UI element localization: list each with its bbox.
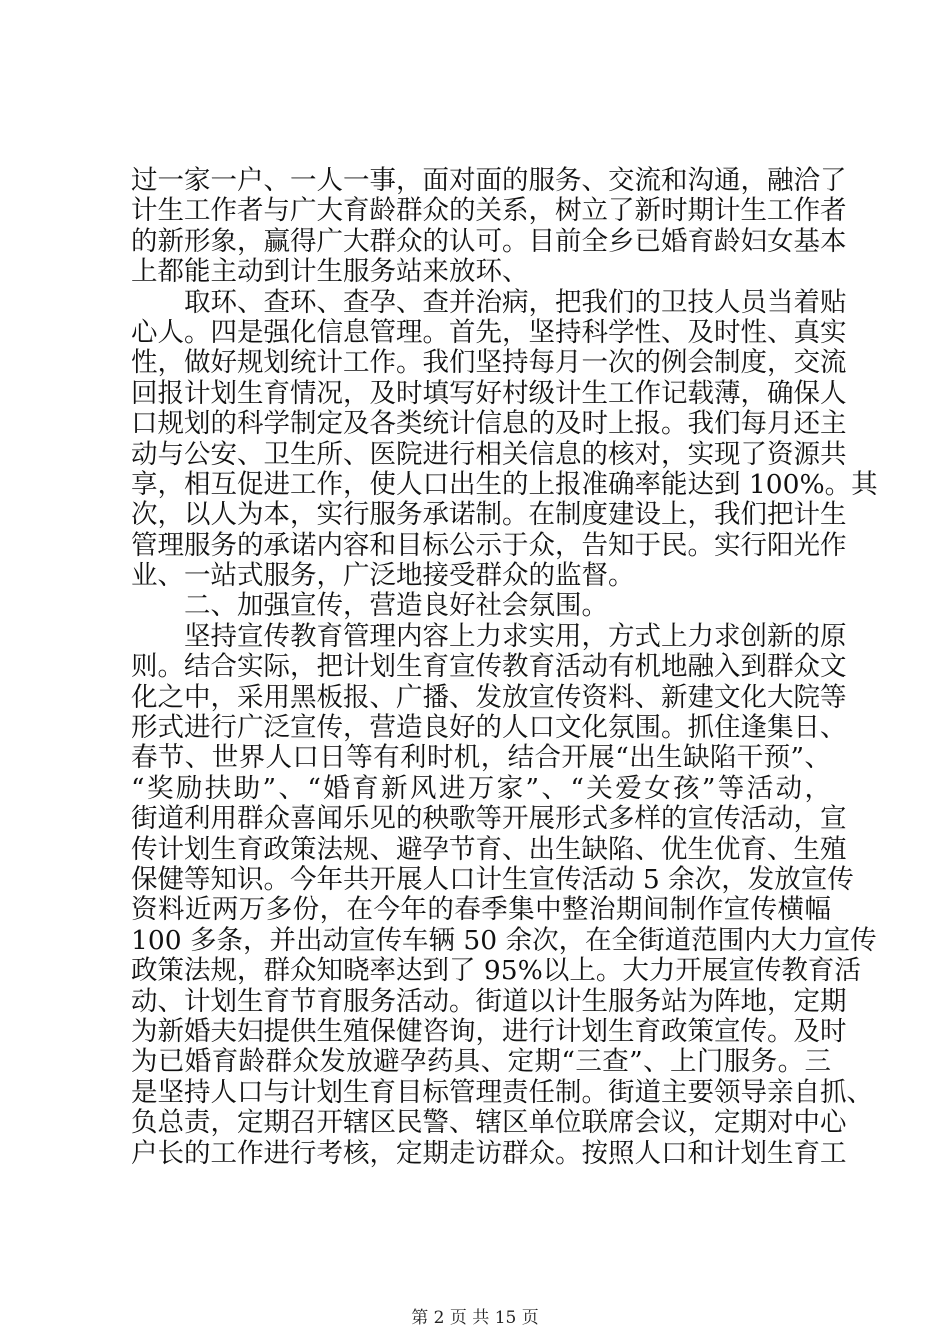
text-line: 户长的工作进行考核，定期走访群众。按照人口和计划生育工 xyxy=(131,1137,847,1169)
text-line: 心人。四是强化信息管理。首先，坚持科学性、及时性、真实 xyxy=(131,316,847,348)
text-line: “奖励扶助”、“婚育新风进万家”、“关爱女孩”等活动， xyxy=(131,772,831,804)
text-line: 政策法规，群众知晓率达到了 95%以上。大力开展宣传教育活 xyxy=(131,955,861,987)
text-line: 100 多条，并出动宣传车辆 50 余次，在全街道范围内大力宣传 xyxy=(131,924,877,956)
body-text xyxy=(131,165,878,1169)
text-line: 二、加强宣传，营造良好社会氛围。 xyxy=(131,590,608,622)
text-line: 街道利用群众喜闻乐见的秧歌等开展形式多样的宣传活动，宣 xyxy=(131,803,847,835)
text-line: 性，做好规划统计工作。我们坚持每月一次的例会制度，交流 xyxy=(131,347,847,379)
text-line: 资料近两万多份，在今年的春季集中整治期间制作宣传横幅 xyxy=(131,894,831,926)
text-line: 动、计划生育节育服务活动。街道以计生服务站为阵地，定期 xyxy=(131,985,847,1017)
text-line: 形式进行广泛宣传，营造良好的人口文化氛围。抓住逢集日、 xyxy=(131,712,847,744)
page-footer: 第 2 页 共 15 页 xyxy=(411,1308,539,1328)
text-line: 动与公安、卫生所、医院进行相关信息的核对，实现了资源共 xyxy=(131,438,847,470)
text-line: 是坚持人口与计划生育目标管理责任制。街道主要领导亲自抓、 xyxy=(131,1076,873,1108)
text-line: 享，相互促进工作，使人口出生的上报准确率能达到 100%。其 xyxy=(131,468,878,500)
text-line: 则。结合实际，把计划生育宣传教育活动有机地融入到群众文 xyxy=(131,651,847,683)
text-line: 的新形象，赢得广大群众的认可。目前全乡已婚育龄妇女基本 xyxy=(131,225,847,257)
text-line: 上都能主动到计生服务站来放环、 xyxy=(131,256,529,288)
text-line: 次，以人为本，实行服务承诺制。在制度建设上，我们把计生 xyxy=(131,499,847,531)
text-line: 业、一站式服务，广泛地接受群众的监督。 xyxy=(131,560,635,592)
text-line: 为已婚育龄群众发放避孕药具、定期“三查”、上门服务。三 xyxy=(131,1046,831,1078)
text-line: 管理服务的承诺内容和目标公示于众，告知于民。实行阳光作 xyxy=(131,529,847,561)
text-line: 计生工作者与广大育龄群众的关系，树立了新时期计生工作者 xyxy=(131,195,847,227)
text-line: 保健等知识。今年共开展人口计生宣传活动 5 余次，发放宣传 xyxy=(131,863,854,895)
text-line: 坚持宣传教育管理内容上力求实用，方式上力求创新的原 xyxy=(131,620,847,652)
text-line: 取环、查环、查孕、查并治病，把我们的卫技人员当着贴 xyxy=(131,286,847,318)
text-line: 回报计划生育情况，及时填写好村级计生工作记载薄，确保人 xyxy=(131,377,847,409)
text-line: 口规划的科学制定及各类统计信息的及时上报。我们每月还主 xyxy=(131,408,847,440)
text-line: 化之中，采用黑板报、广播、发放宣传资料、新建文化大院等 xyxy=(131,681,847,713)
text-line: 过一家一户、一人一事，面对面的服务、交流和沟通，融洽了 xyxy=(131,165,847,196)
text-line: 负总责，定期召开辖区民警、辖区单位联席会议，定期对中心 xyxy=(131,1107,847,1139)
text-line: 为新婚夫妇提供生殖保健咨询，进行计划生育政策宣传。及时 xyxy=(131,1015,847,1047)
text-line: 传计划生育政策法规、避孕节育、出生缺陷、优生优育、生殖 xyxy=(131,833,847,865)
text-line: 春节、世界人口日等有利时机，结合开展“出生缺陷干预”、 xyxy=(131,742,831,774)
